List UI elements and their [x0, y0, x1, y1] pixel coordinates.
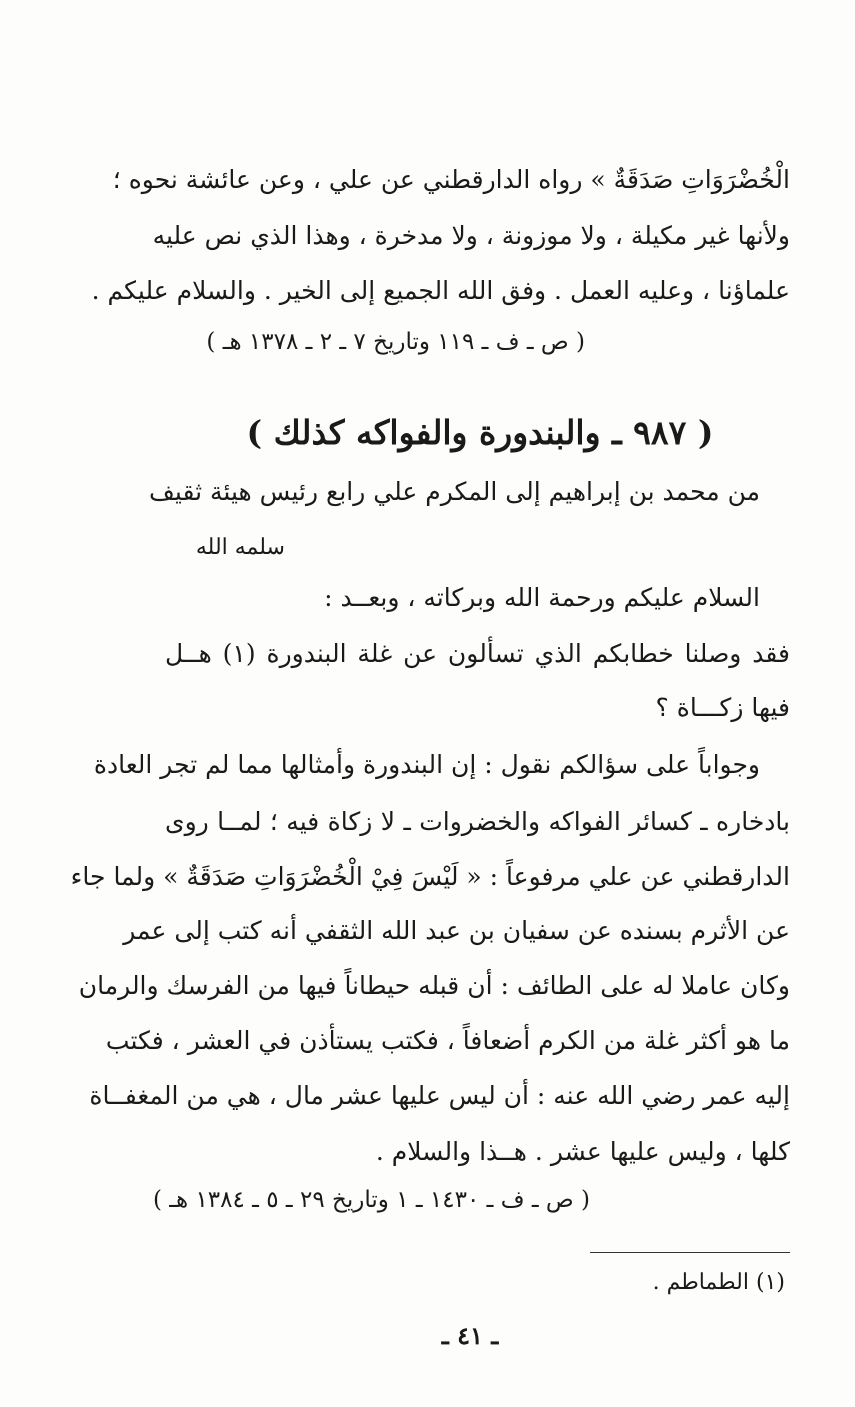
- answer-line-1: وجواباً على سؤالكم نقول : إن البندورة وأمثالها مما لم تجر العادة: [93, 750, 760, 779]
- intro-reference: ( ص ـ ف ـ ١١٩ وتاريخ ٧ ـ ٢ ـ ١٣٧٨ هـ ): [206, 329, 585, 355]
- answer-line-5: وكان عاملا له على الطائف : أن قبله حيطاناً فيها من الفرسك والرمان: [78, 971, 790, 1000]
- answer-line-2: بادخاره ـ كسائر الفواكه والخضروات ـ لا زكاة فيه ؛ لمــا روى: [165, 807, 790, 836]
- page-number: ـ ٤١ ـ: [441, 1321, 499, 1350]
- question-line-2: فيها زكـــاة ؟: [655, 693, 790, 722]
- address-line-2: سلمه الله: [195, 535, 285, 560]
- section-heading: ( ٩٨٧ ـ والبندورة والفواكه كذلك ): [246, 413, 714, 452]
- answer-line-7: إليه عمر رضي الله عنه : أن ليس عليها عشر مال ، هي من المغفــاة: [89, 1081, 790, 1110]
- intro-line-1: الْخُضْرَوَاتِ صَدَقَةٌ » رواه الدارقطني عن علي ، وعن عائشة نحوه ؛: [112, 165, 790, 194]
- answer-line-3: الدارقطني عن علي مرفوعاً : « لَيْسَ فِيْ الْخُضْرَوَاتِ صَدَقَةٌ » ولما جاء: [70, 862, 790, 891]
- greeting-line: السلام عليكم ورحمة الله وبركاته ، وبعــد :: [324, 583, 760, 612]
- answer-line-6: ما هو أكثر غلة من الكرم أضعافاً ، فكتب يستأذن في العشر ، فكتب: [105, 1026, 790, 1055]
- section-reference: ( ص ـ ف ـ ١٤٣٠ ـ ١ وتاريخ ٢٩ ـ ٥ ـ ١٣٨٤ هـ ): [152, 1187, 590, 1213]
- question-line-1: فقد وصلنا خطابكم الذي تسألون عن غلة البندورة (١) هــل: [165, 639, 790, 668]
- address-line-1: من محمد بن إبراهيم إلى المكرم علي رابع رئيس هيئة ثقيف: [149, 477, 760, 506]
- intro-line-3: علماؤنا ، وعليه العمل . وفق الله الجميع إلى الخير . والسلام عليكم .: [91, 276, 790, 305]
- answer-line-4: عن الأثرم بسنده عن سفيان بن عبد الله الثقفي أنه كتب إلى عمر: [123, 916, 790, 945]
- footnote: (١) الطماطم .: [652, 1270, 785, 1295]
- answer-line-8: كلها ، وليس عليها عشر . هــذا والسلام .: [375, 1137, 790, 1166]
- intro-line-2: ولأنها غير مكيلة ، ولا موزونة ، ولا مدخرة ، وهذا الذي نص عليه: [152, 221, 790, 250]
- footnote-divider: [590, 1252, 790, 1253]
